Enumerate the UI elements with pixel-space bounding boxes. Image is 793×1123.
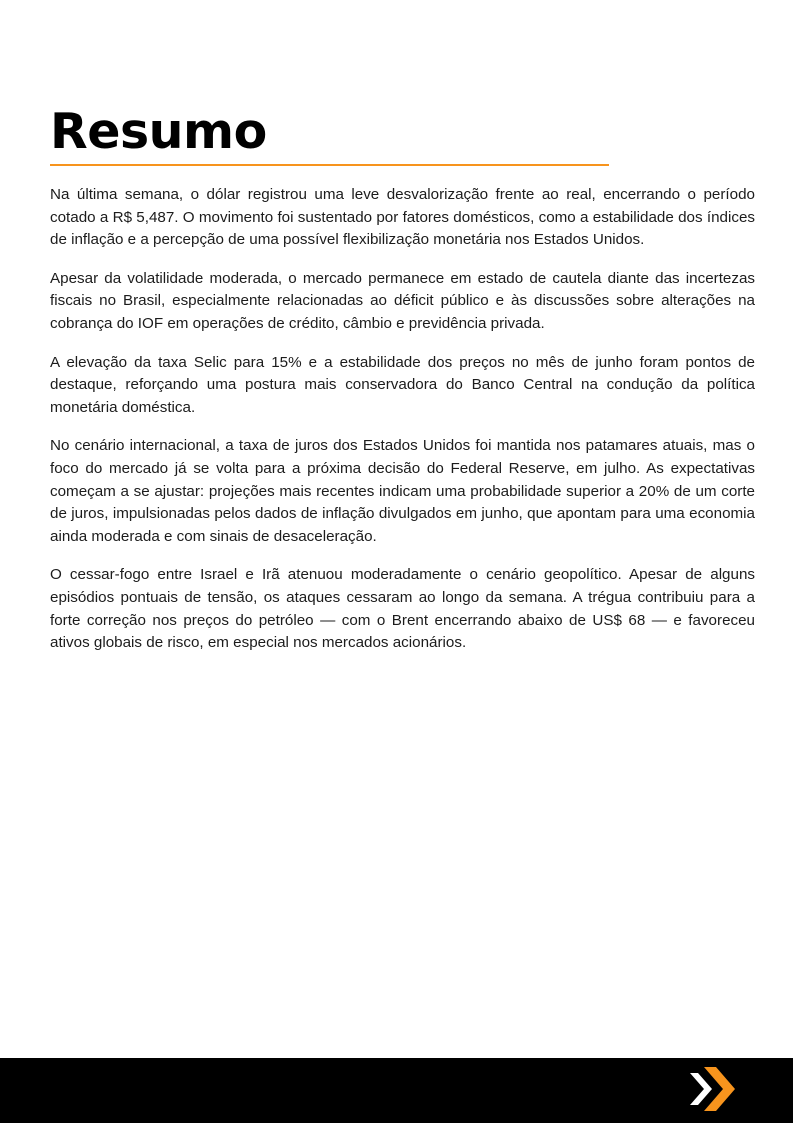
paragraph-geopolitics: O cessar-fogo entre Israel e Irã atenuou moderadamente o cenário geopolítico. Apesar de alguns episódios pontuais de tensão, os ataques cessaram ao longo da semana. A trégua contribuiu para a forte correção nos preços do petróleo — com o Brent encerrando abaixo de US$ 68 — e favoreceu ativos globais de risco, em especial nos mercados acionários. <box>50 566 755 652</box>
footer-bar <box>0 1058 793 1123</box>
summary-body <box>50 184 755 671</box>
paragraph-dollar: Na última semana, o dólar registrou uma leve desvalorização frente ao real, encerrando o período cotado a R$ 5,487. O movimento foi sustentado por fatores domésticos, como a estabilidade dos índices de inflação e a percepção de uma possível flexibilização monetária nos Estados Unidos. <box>50 186 755 249</box>
double-chevron-right-icon <box>690 1067 740 1111</box>
paragraph-selic: A elevação da taxa Selic para 15% e a estabilidade dos preços no mês de junho foram pontos de destaque, reforçando uma postura mais conservadora do Banco Central na condução da política monetária doméstica. <box>50 353 755 416</box>
title-divider <box>50 164 609 166</box>
page-title: Resumo <box>50 103 267 160</box>
paragraph-fiscal: Apesar da volatilidade moderada, o mercado permanece em estado de cautela diante das incertezas fiscais no Brasil, especialmente relacionadas ao déficit público e às discussões sobre alterações na cobrança do IOF em operações de crédito, câmbio e previdência privada. <box>50 269 755 332</box>
paragraph-international: No cenário internacional, a taxa de juros dos Estados Unidos foi mantida nos patamares atuais, mas o foco do mercado já se volta para a próxima decisão do Federal Reserve, em julho. As expectativas começam a se ajustar: projeções mais recentes indicam uma probabilidade superior a 20% de um corte de juros, impulsionadas pelos dados de inflação divulgados em junho, que apontam para uma economia ainda moderada e com sinais de desaceleração. <box>50 437 755 545</box>
